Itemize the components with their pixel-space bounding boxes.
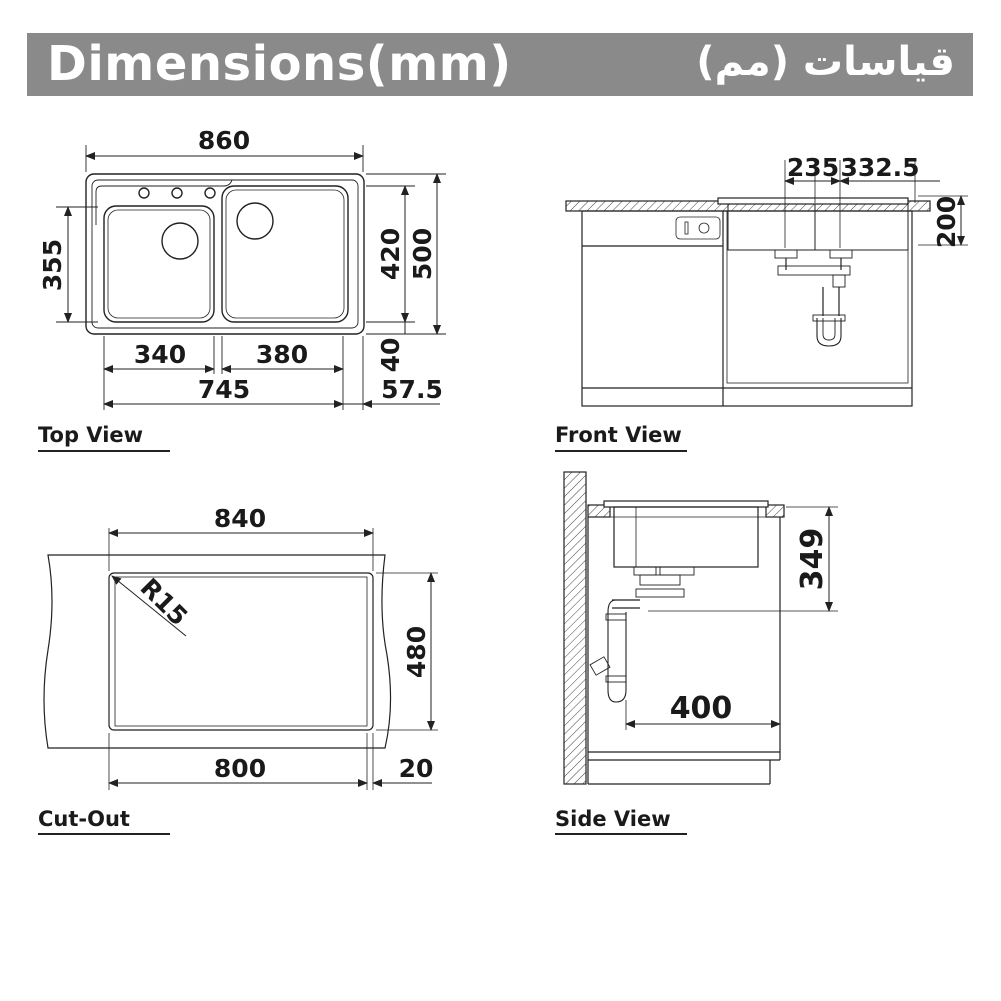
dim-355: 355 <box>38 238 67 292</box>
dim-860: 860 <box>197 126 251 155</box>
dim-340: 340 <box>133 340 187 369</box>
right-bowl <box>222 186 348 322</box>
cut-out <box>44 528 438 790</box>
caption-cut-out: Cut-Out <box>38 807 130 831</box>
dim-235: 235 <box>786 153 840 182</box>
dim-840: 840 <box>213 504 267 533</box>
sink-rim <box>718 198 908 204</box>
wall <box>564 472 586 784</box>
tap-hole <box>205 188 215 198</box>
sink-outline <box>86 174 364 334</box>
counter-panel <box>44 555 391 748</box>
dim-r15: R15 <box>134 572 194 632</box>
dim-380: 380 <box>255 340 309 369</box>
dim-480: 480 <box>402 625 431 679</box>
front-view <box>566 160 968 406</box>
tap-hole <box>139 188 149 198</box>
side-sink-bowl <box>614 507 758 567</box>
drain-right <box>237 203 273 239</box>
dim-40: 40 <box>376 337 405 373</box>
page-title: Dimensions(mm) <box>47 36 512 92</box>
drain-left <box>162 223 198 259</box>
dim-500: 500 <box>408 227 437 281</box>
dim-800: 800 <box>213 754 267 783</box>
caption-front-view: Front View <box>555 423 682 447</box>
page-title-arabic: قياسات (مم) <box>696 39 955 85</box>
dim-200: 200 <box>932 195 961 249</box>
dim-349: 349 <box>795 527 830 591</box>
dim-400: 400 <box>669 691 733 726</box>
dim-420: 420 <box>376 227 405 281</box>
sink-rim <box>604 501 768 507</box>
tap-hole <box>172 188 182 198</box>
dim-57-5: 57.5 <box>381 375 443 404</box>
caption-top-view: Top View <box>38 423 144 447</box>
dim-745: 745 <box>197 375 251 404</box>
cabinet <box>582 211 912 406</box>
dim-332-5: 332.5 <box>840 153 920 182</box>
side-view <box>564 472 838 784</box>
left-bowl <box>104 206 214 322</box>
caption-side-view: Side View <box>555 807 671 831</box>
dim-20: 20 <box>398 754 434 783</box>
